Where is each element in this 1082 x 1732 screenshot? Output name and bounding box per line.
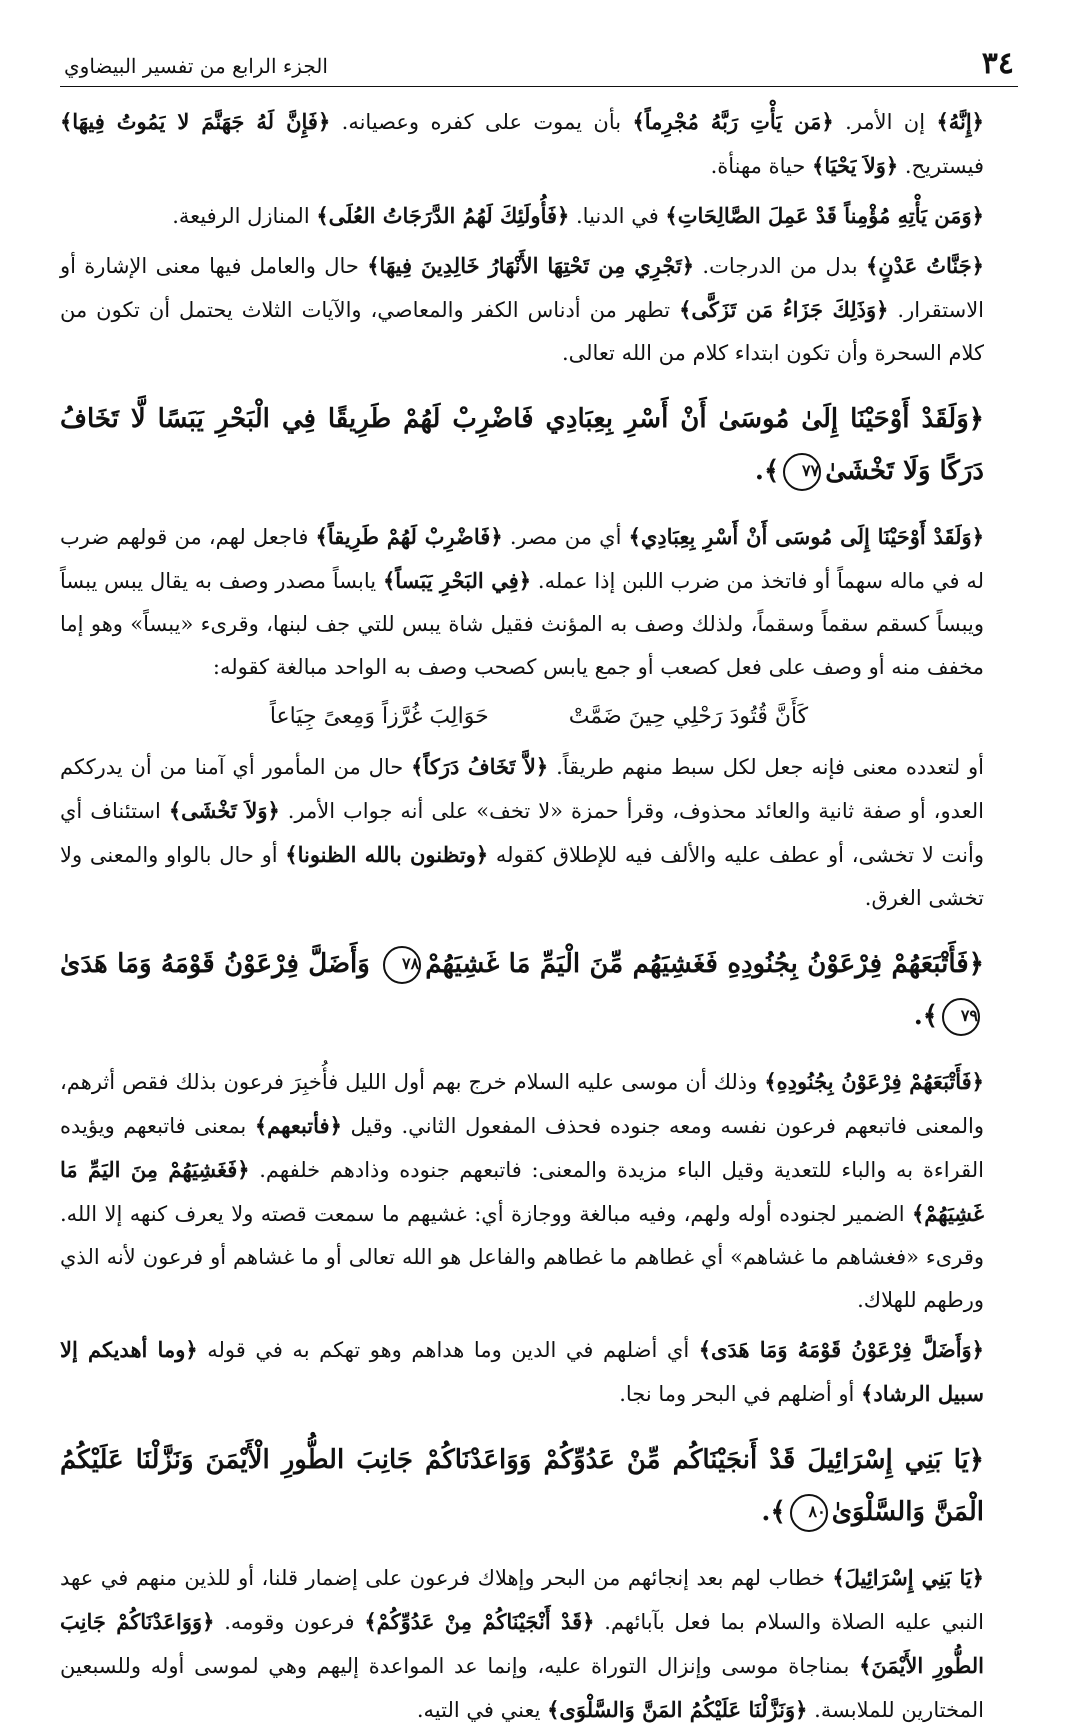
quran-quote: ﴿وما أهديكم إلا سبيل الرشاد﴾ — [60, 1337, 984, 1406]
commentary-text: أو لتعدده معنى فإنه جعل لكل سبط منهم طريقاً. — [548, 755, 985, 779]
commentary-text: تطهر من أدناس الكفر والمعاصي، والآيات الثلاث يحتمل أن تكون من كلام السحرة وأن تكون ابتداء كلام من الله تعالى. — [60, 298, 984, 365]
quran-quote: ﴿وتظنون بالله الظنونا﴾ — [285, 842, 489, 867]
commentary-paragraph — [60, 1328, 1018, 1416]
commentary-paragraph — [60, 515, 1018, 689]
quran-quote: ﴿تَجْرِي مِن تَحْتِهَا الأَنْهَارُ خَالِدِينَ فِيهَا﴾ — [367, 253, 695, 278]
commentary-paragraph — [60, 194, 1018, 238]
commentary-paragraph — [60, 100, 1018, 188]
commentary-paragraph — [60, 244, 1018, 375]
quran-verse — [60, 1434, 1018, 1538]
quran-verse — [60, 393, 1018, 497]
poetry-first-hemistich: كَأَنَّ قُتُودَ رَحْلِي حِينَ ضَمَّتْ — [568, 704, 809, 729]
commentary-text: فرعون وقومه. — [214, 1610, 365, 1634]
quran-quote: ﴿فَغَشِيَهُمْ مِنَ اليَمِّ مَا غَشِيَهُمْ﴾ — [60, 1157, 984, 1226]
commentary-text: حال والعامل فيها معنى الإشارة أو الاستقرار. — [60, 254, 985, 322]
ayah-number-marker: ٧٧ — [783, 453, 821, 491]
commentary-text: حال من المأمور أي آمنا من أن يدرككم العدو، أو صفة ثانية والعائد محذوف، وقرأ حمزة «لا تخف» على أنه جواب الأمر. — [60, 755, 984, 823]
quran-quote: ﴿لاَّ تَخَافُ دَرَكاً﴾ — [411, 754, 549, 779]
page-number: ٣٤ — [981, 46, 1014, 81]
quran-quote: ﴿قَدْ أَنْجَيْنَاكُمْ مِنْ عَدُوِّكُمْ﴾ — [364, 1609, 595, 1634]
quran-quote: ﴿فِي البَحْرِ يَبَساً﴾ — [382, 568, 532, 593]
commentary-paragraph — [60, 1060, 1018, 1322]
quran-quote: ﴿يَا بَنِي إِسْرَائِيلَ﴾ — [832, 1565, 984, 1590]
quran-quote: ﴿وَمَن يَأْتِهِ مُؤْمِناً قَدْ عَمِلَ الصَّالِحَاتِ﴾ — [665, 203, 984, 228]
quran-quote: ﴿وَأَضَلَّ فِرْعَوْنُ قَوْمَهُ وَمَا هَدَى﴾ — [698, 1337, 984, 1362]
commentary-text: بدل من الدرجات. — [694, 254, 866, 278]
commentary-text: أي من مصر. — [502, 525, 629, 549]
verse-text: ﴿وَلَقَدْ أَوْحَيْنَا إِلَىٰ مُوسَىٰ أَنْ أَسْرِ بِعِبَادِي فَاضْرِبْ لَهُمْ طَرِيقًا فِي الْبَحْرِ يَبَسًا لَّا تَخَافُ دَرَكًا وَلَا تَخْشَىٰ — [60, 404, 984, 486]
verse-end: ﴾. — [761, 1497, 786, 1527]
ayah-number-marker: ٧٨ — [383, 946, 421, 984]
page-body — [60, 100, 1018, 1732]
quran-quote: ﴿وَلَقَدْ أَوْحَيْنَا إِلَى مُوسَى أَنْ أَسْرِ بِعِبَادِي﴾ — [628, 524, 985, 549]
quran-quote: ﴿وَلاَ تَخْشَى﴾ — [168, 798, 280, 823]
commentary-text: فاجعل لهم، من قولهم ضرب له في ماله سهماً أو فاتخذ من ضرب اللبن إذا عمله. — [60, 525, 984, 593]
commentary-text: يعني في التيه. — [416, 1698, 548, 1722]
quran-quote: ﴿وَلاَ يَحْيَا﴾ — [812, 153, 899, 178]
commentary-text: حياة مهنأة. — [710, 154, 813, 178]
quran-quote: ﴿فَإِنَّ لَهُ جَهَنَّمَ لا يَمُوتُ فِيهَا﴾ — [60, 109, 331, 134]
commentary-paragraph — [60, 1556, 1018, 1732]
quran-quote: ﴿فَأُولَئِكَ لَهُمُ الدَّرَجَاتُ العُلَى﴾ — [316, 203, 570, 228]
ayah-number-marker: ٨٠ — [790, 1494, 828, 1532]
quran-quote: ﴿مَن يَأْتِ رَبَّهُ مُجْرِماً﴾ — [632, 109, 834, 134]
commentary-text: أو أضلهم في البحر وما نجا. — [619, 1382, 862, 1406]
commentary-text: بمناجاة موسى وإنزال التوراة عليه، وإنما عد المواعدة إليهم وهي لموسى أوله وللسبعين المختارين للملابسة. — [60, 1654, 984, 1722]
commentary-text: إن الأمر. — [833, 110, 937, 134]
running-header — [60, 44, 1018, 87]
poetry-verse — [60, 693, 1018, 741]
verse-end: ﴾. — [754, 456, 780, 486]
quran-quote: ﴿وَذَلِكَ جَزَاءُ مَن تَزَكَّى﴾ — [679, 297, 889, 322]
poetry-second-hemistich: حَوَالِبَ غُرَّزاً وَمِعىً جِيَاعاً — [269, 704, 489, 729]
commentary-text: وذلك أن موسى عليه السلام خرج بهم أول الليل فأُخبِرَ فرعون بذلك فقص أثرهم، والمعنى فاتبعهم فرعون نفسه ومعه جنوده فحذف المفعول الثاني. وقيل — [60, 1070, 984, 1138]
commentary-text: المنازل الرفيعة. — [172, 204, 317, 228]
commentary-text: يابساً مصدر وصف به يقال يبس يبساً ويبساً كسقم سقماً وسقماً، ولذلك وصف به المؤنث فقيل شاة يبس للتي جف لبنها، وقرىء «يبساً» وهو إما مخفف منه أو وصف على فعل كصعب أو جمع يابس كصحب وصف به الواحد مبالغة كقوله: — [60, 569, 984, 679]
quran-verse — [60, 938, 1018, 1042]
quran-quote: ﴿وَوَاعَدْنَاكُمْ جَانِبَ الطُّورِ الأَيْمَنَ﴾ — [60, 1609, 984, 1678]
verse-text: ﴿فَأَتْبَعَهُمْ فِرْعَوْنُ بِجُنُودِهِ فَغَشِيَهُم مِّنَ الْيَمِّ مَا غَشِيَهُمْ — [425, 949, 984, 979]
quran-quote: ﴿وَنَزَّلْنَا عَلَيْكُمُ المَنَّ وَالسَّلْوَى﴾ — [547, 1697, 808, 1722]
ayah-number-marker: ٧٩ — [942, 998, 980, 1036]
commentary-text: أي أضلهم في الدين وما هداهم وهو تهكم به في قوله — [197, 1338, 699, 1362]
commentary-text: أو حال بالواو والمعنى ولا تخشى الغرق. — [60, 843, 984, 910]
quran-quote: ﴿فَأَتْبَعَهُمْ فِرْعَوْنُ بِجُنُودِهِ﴾ — [764, 1069, 984, 1094]
commentary-text: الضمير لجنوده أوله ولهم، وفيه مبالغة ووجازة أي: غشيهم ما سمعت قصته ولا يعرف كنهه إلا الله. وقرىء «فغشاهم ما غشاهم» أي غطاهم ما غطاهم والفاعل هو الله تعالى أو ما غشاهم أو فرعون لأنه الذي ورطهم للهلاك. — [60, 1202, 984, 1312]
quran-quote: ﴿فَاضْرِبْ لَهُمْ طَرِيقاً﴾ — [315, 524, 503, 549]
quran-quote: ﴿فأتبعهم﴾ — [254, 1113, 342, 1138]
book-title: الجزء الرابع من تفسير البيضاوي — [64, 54, 328, 78]
commentary-text: في الدنيا. — [569, 204, 666, 228]
verse-end: ﴾. — [913, 1001, 938, 1031]
verse-text: وَأَضَلَّ فِرْعَوْنُ قَوْمَهُ وَمَا هَدَىٰ — [60, 949, 370, 979]
commentary-text: خطاب لهم بعد إنجائهم من البحر وإهلاك فرعون على إضمار قلنا، أو للذين منهم في عهد النبي عليه الصلاة والسلام بما فعل بآبائهم. — [60, 1566, 984, 1634]
verse-text: ﴿يَا بَنِي إِسْرَائِيلَ قَدْ أَنجَيْنَاكُم مِّنْ عَدُوِّكُمْ وَوَاعَدْنَاكُمْ جَانِبَ الطُّورِ الْأَيْمَنَ وَنَزَّلْنَا عَلَيْكُمُ الْمَنَّ وَالسَّلْوَىٰ — [60, 1445, 984, 1527]
commentary-text: فيستريح. — [898, 154, 984, 178]
commentary-text: بأن يموت على كفره وعصيانه. — [330, 110, 633, 134]
quran-quote: ﴿جَنَّاتُ عَدْنٍ﴾ — [865, 253, 984, 278]
quran-quote: ﴿إِنَّهُ﴾ — [936, 109, 984, 134]
commentary-text: استئناف أي وأنت لا تخشى، أو عطف عليه والألف فيه للإطلاق كقوله — [60, 799, 984, 867]
commentary-text: بمعنى فاتبعهم ويؤيده القراءة به والباء للتعدية وقيل الباء مزيدة والمعنى: فاتبعهم جنوده وذادهم خلفهم. — [60, 1114, 984, 1182]
commentary-paragraph — [60, 745, 1018, 920]
